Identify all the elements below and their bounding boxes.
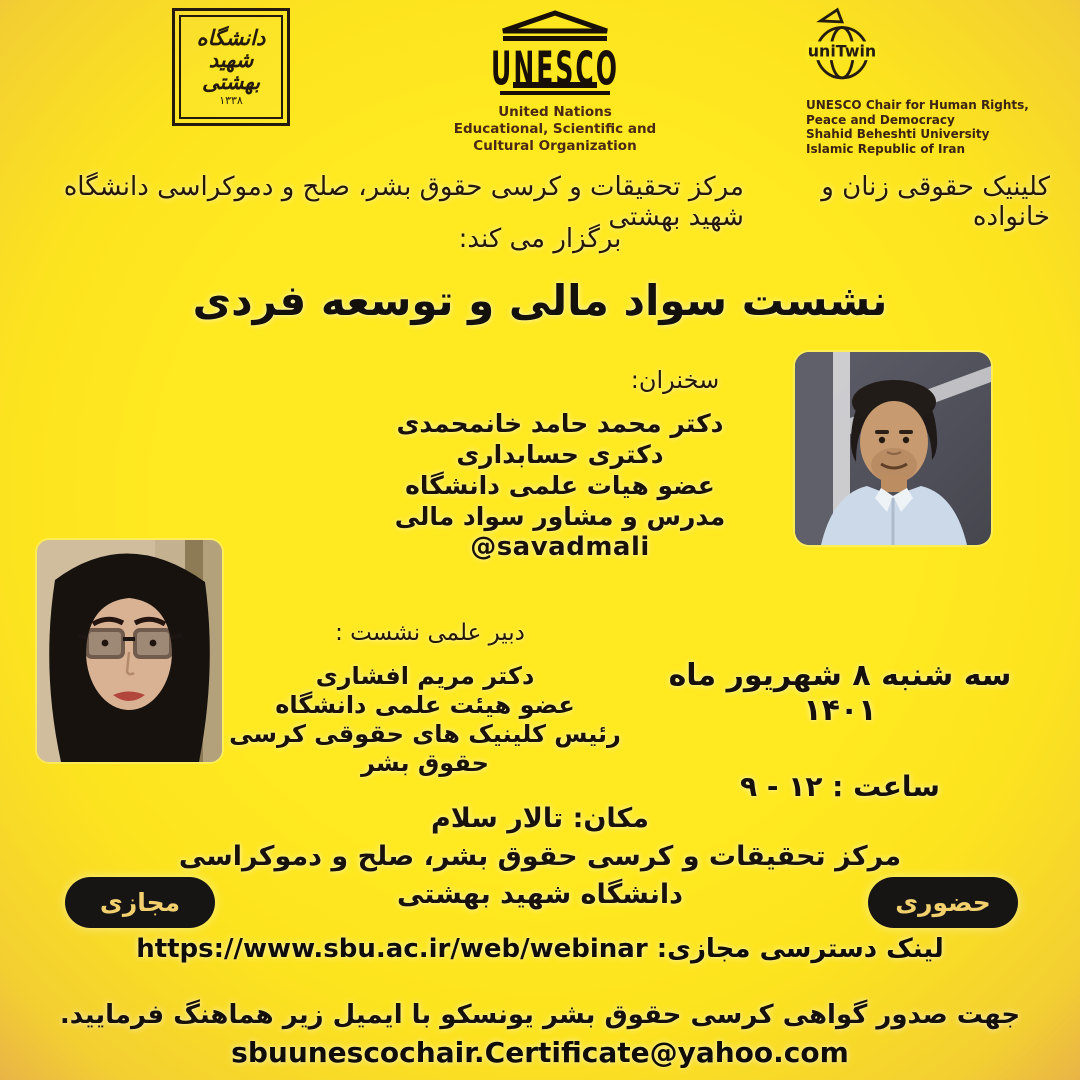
speaker-label: سخنران: — [630, 366, 720, 394]
speaker-degree: دکتری حسابداری — [456, 440, 664, 469]
event-title: نشست سواد مالی و توسعه فردی — [192, 276, 888, 325]
location-center: مرکز تحقیقات و کرسی حقوق بشر، صلح و دموکراسی — [178, 841, 902, 872]
in-person-attendance-button[interactable]: حضوری — [868, 877, 1018, 928]
unesco-caption-line: Cultural Organization — [473, 138, 637, 154]
speaker-social-handle: @savadmali — [470, 532, 650, 562]
secretary-info — [195, 662, 655, 778]
secretary-faculty: عضو هیئت علمی دانشگاه — [275, 691, 575, 719]
unesco-logo — [440, 10, 670, 155]
virtual-attendance-button[interactable]: مجازی — [65, 877, 215, 928]
secretary-role: رئیس کلینیک های حقوقی کرسی حقوق بشر — [229, 720, 621, 777]
chair-caption-line: UNESCO Chair for Human Rights, — [806, 98, 1029, 112]
unesco-caption-line: Educational, Scientific and — [453, 121, 657, 137]
unesco-columns-wordmark: UNESCO — [491, 42, 619, 96]
sbu-word-2: شهید — [208, 48, 254, 73]
chair-caption-line: Peace and Democracy — [806, 112, 955, 127]
sbu-university-logo — [172, 8, 290, 126]
unitwin-globe-icon — [800, 6, 884, 90]
location-venue: مکان: تالار سلام — [431, 803, 649, 834]
organizes-line: برگزار می کند: — [458, 224, 622, 254]
certificate-email[interactable]: sbuunescochair.Certificate@yahoo.com — [231, 1036, 849, 1069]
sbu-word-3: بهشتی — [201, 70, 261, 95]
unesco-pediment-icon — [497, 10, 613, 34]
svg-text:uniTwin: uniTwin — [807, 41, 877, 61]
organizer-line — [30, 172, 1050, 232]
speaker-photo — [795, 352, 991, 545]
speaker-role: مدرس و مشاور سواد مالی — [394, 502, 726, 531]
unesco-chair-caption — [800, 98, 1050, 156]
unesco-caption-line: United Nations — [498, 104, 612, 120]
location-university: دانشگاه شهید بهشتی — [396, 879, 684, 910]
webinar-link-label: لینک دسترسی مجازی: — [656, 934, 944, 964]
speaker-name: دکتر محمد حامد خانمحمدی — [396, 409, 724, 438]
sbu-calligraphy — [179, 15, 283, 119]
organizing-center: مرکز تحقیقات و کرسی حقوق بشر، صلح و دموکراسی دانشگاه شهید بهشتی — [63, 172, 744, 232]
webinar-link-line — [0, 934, 1080, 964]
chair-caption-line: Islamic Republic of Iran — [806, 141, 966, 156]
chair-caption-line: Shahid Beheshti University — [806, 127, 990, 141]
unitwin-logo — [800, 6, 1050, 156]
speaker-faculty: عضو هیات علمی دانشگاه — [405, 471, 715, 500]
speaker-info — [340, 408, 780, 563]
secretary-label: دبیر علمی نشست : — [335, 620, 525, 646]
organizing-clinic: کلینیک حقوقی زنان و خانواده — [821, 172, 1050, 232]
event-time: ساعت : ۱۲ - ۹ — [740, 770, 940, 803]
sbu-word-1: دانشگاه — [196, 26, 266, 51]
sbu-founding-year: ۱۳۳۸ — [219, 94, 243, 108]
webinar-link-url[interactable]: https://www.sbu.ac.ir/web/webinar — [136, 934, 648, 964]
certificate-note: جهت صدور گواهی کرسی حقوق بشر یونسکو با ایمیل زیر هماهنگ فرمایید. — [59, 1000, 1021, 1030]
secretary-name: دکتر مریم افشاری — [315, 662, 535, 690]
event-date: سه شنبه ۸ شهریور ماه ۱۴۰۱ — [668, 658, 1012, 728]
unesco-entablature-bar — [503, 36, 607, 41]
schedule — [640, 658, 1040, 803]
